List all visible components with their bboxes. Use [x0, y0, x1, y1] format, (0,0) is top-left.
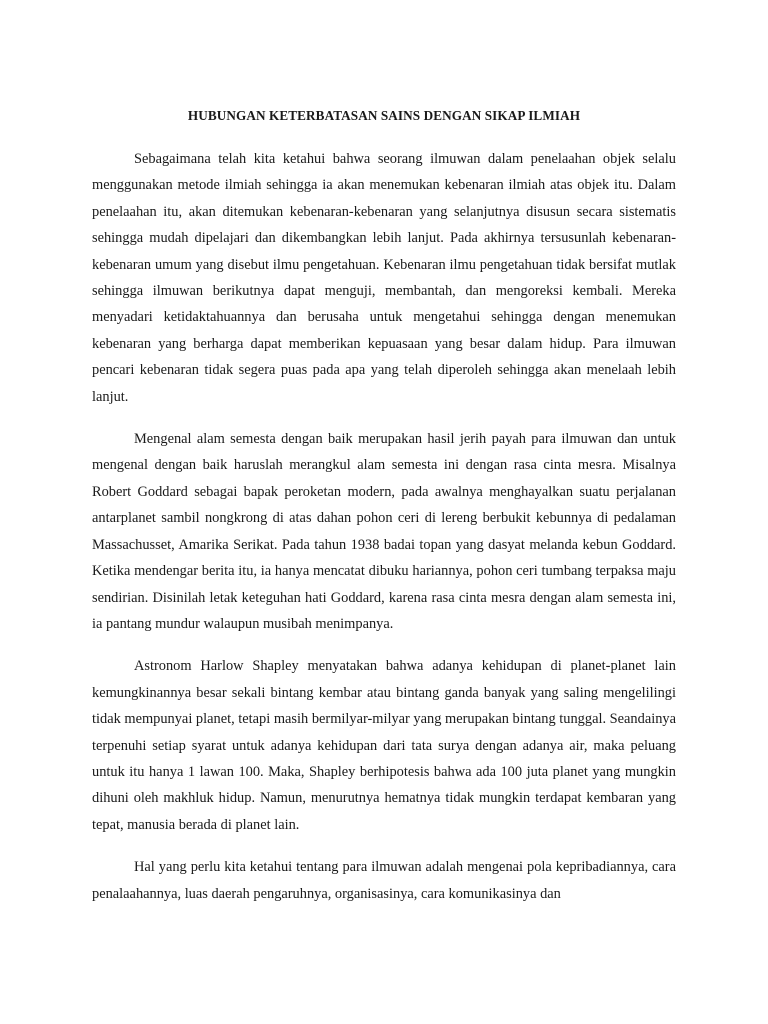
paragraph: Mengenal alam semesta dengan baik merupakan hasil jerih payah para ilmuwan dan untuk mengenal dengan baik haruslah merangkul alam semesta ini dengan rasa cinta mesra. Misalnya Robert Goddard sebagai bapak peroketan modern, pada awalnya menghayalkan suatu perjalanan antarplanet sambil nongkrong di atas dahan pohon ceri di lereng berbukit kebunnya di pedalaman Massachusset, Amarika Serikat. Pada tahun 1938 badai topan yang dasyat melanda kebun Goddard. Ketika mendengar berita itu, ia hanya mencatat dibuku hariannya, pohon ceri tumbang terpaksa maju sendirian. Disinilah letak keteguhan hati Goddard, karena rasa cinta mesra dengan alam semesta ini, ia pantang mundur walaupun musibah menimpanya.: [92, 431, 676, 632]
document-body: [92, 146, 676, 923]
document-title: HUBUNGAN KETERBATASAN SAINS DENGAN SIKAP ILMIAH: [187, 108, 581, 123]
paragraph: Astronom Harlow Shapley menyatakan bahwa adanya kehidupan di planet-planet lain kemungkinannya besar sekali bintang kembar atau bintang ganda banyak yang saling mengelilingi tidak mempunyai planet, tetapi masih bermilyar-milyar yang merupakan bintang tunggal. Seandainya terpenuhi setiap syarat untuk adanya kehidupan dari tata surya dengan adanya air, maka peluang untuk itu hanya 1 lawan 100. Maka, Shapley berhipotesis bahwa ada 100 juta planet yang mungkin dihuni oleh makhluk hidup. Namun, menurutnya hematnya tidak mungkin terdapat kembaran yang tepat, manusia berada di planet lain.: [92, 658, 676, 833]
paragraph: Sebagaimana telah kita ketahui bahwa seorang ilmuwan dalam penelaahan objek selalu menggunakan metode ilmiah sehingga ia akan menemukan kebenaran ilmiah atas objek itu. Dalam penelaahan itu, akan ditemukan kebenaran-kebenaran yang selanjutnya disusun secara sistematis sehingga mudah dipelajari dan dikembangkan lebih lanjut. Pada akhirnya tersusunlah kebenaran-kebenaran umum yang disebut ilmu pengetahuan. Kebenaran ilmu pengetahuan tidak bersifat mutlak sehingga ilmuwan berikutnya dapat menguji, membantah, dan mengoreksi kembali. Mereka menyadari ketidaktahuannya dan berusaha untuk mengetahui sehingga dengan menemukan kebenaran yang berharga dapat memberikan kepuasaan yang besar dalam hidup. Para ilmuwan pencari kebenaran tidak segera puas pada apa yang telah diperoleh sehingga akan menelaah lebih lanjut.: [92, 151, 676, 405]
paragraph: Hal yang perlu kita ketahui tentang para ilmuwan adalah mengenai pola kepribadiannya, cara penalaahannya, luas daerah pengaruhnya, organisasinya, cara komunikasinya dan: [92, 859, 676, 902]
